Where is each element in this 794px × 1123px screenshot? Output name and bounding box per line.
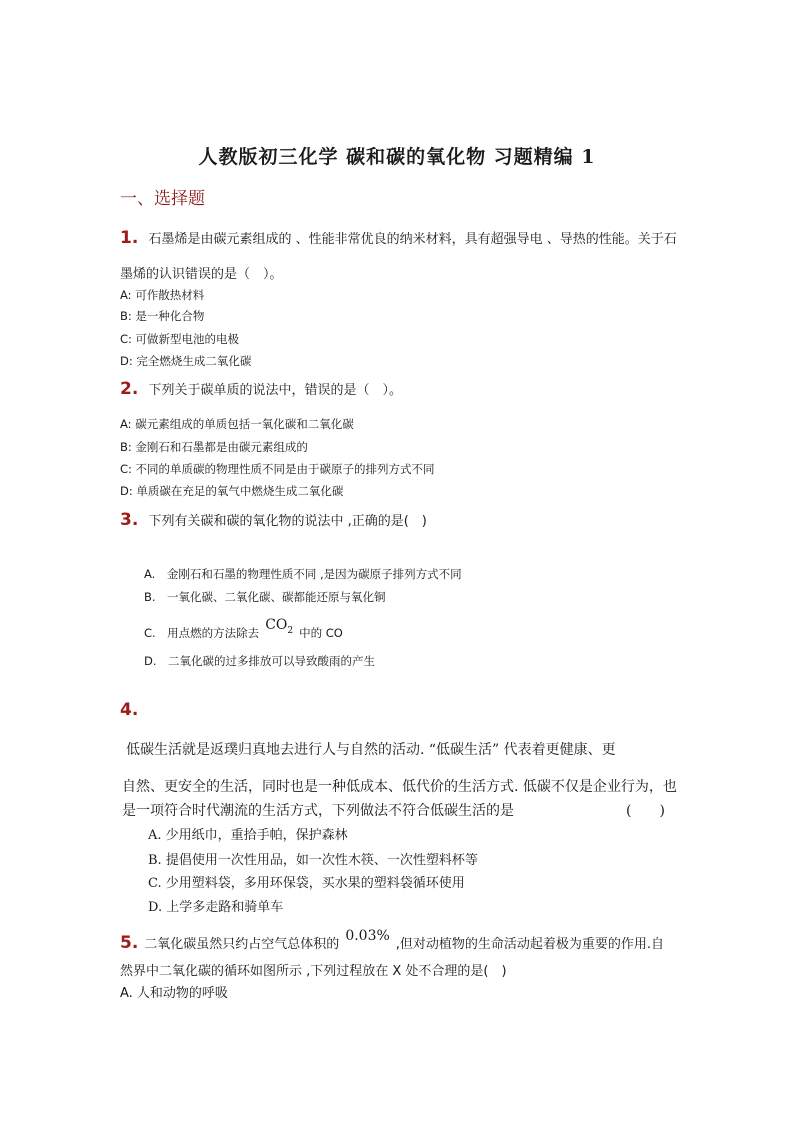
question-2-text: 下列关于碳单质的说法中，错误的是（ ）。 [148, 383, 402, 398]
percentage-value: 0.03% [345, 928, 390, 944]
q4-option-c: C. 少用塑料袋，多用环保袋，买水果的塑料袋循环使用 [148, 876, 465, 891]
q3-option-c [144, 617, 343, 644]
page-title: 人教版初三化学 碳和碳的氧化物 习题精编 1 [198, 146, 596, 168]
question-5-text-cont: ,但对动植物的生命活动起着极为重要的作用.自 [395, 937, 665, 952]
q5-option-a: A. 人和动物的呼吸 [120, 986, 228, 1001]
question-4-line2: 自然、更安全的生活，同时也是一种低成本、低代价的生活方式. 低碳不仅是企业行为，也 [122, 779, 677, 795]
q4-option-a: A. 少用纸巾，重拾手帕，保护森林 [148, 828, 348, 843]
q1-option-b: B: 是一种化合物 [120, 309, 205, 323]
question-4-number: 4. [120, 700, 139, 720]
co2-formula-sub: 2 [287, 625, 294, 636]
q3-option-c-text: C. 用点燃的方法除去 [144, 626, 260, 640]
question-3 [120, 510, 427, 530]
question-2 [120, 379, 402, 399]
q2-option-d: D: 单质碳在充足的氧气中燃烧生成二氧化碳 [120, 484, 344, 498]
q4-option-b: B. 提倡使用一次性用品，如一次性木筷、一次性塑料杯等 [148, 853, 478, 868]
question-5-line1 [120, 928, 665, 953]
question-1-number: 1. [120, 228, 139, 248]
q2-option-b: B: 金刚石和石墨都是由碳元素组成的 [120, 440, 308, 454]
question-5-number: 5. [120, 933, 139, 953]
question-4-number-line [120, 700, 144, 720]
question-4-line1: 低碳生活就是返璞归真地去进行人与自然的活动. “低碳生活” 代表着更健康、更 [126, 742, 616, 758]
q2-option-c: C: 不同的单质碳的物理性质不同是由于碳原子的排列方式不同 [120, 462, 435, 476]
question-2-number: 2. [120, 379, 139, 399]
q3-option-d: D. 二氧化碳的过多排放可以导致酸雨的产生 [144, 654, 376, 668]
co2-formula-main: CO [265, 617, 288, 633]
question-3-number: 3. [120, 510, 139, 530]
q3-option-b: B. 一氧化碳、二氧化碳、碳都能还原与氧化铜 [144, 590, 386, 604]
question-1-line2: 墨烯的认识错误的是（ ）。 [120, 267, 283, 282]
q1-option-c: C: 可做新型电池的电极 [120, 332, 240, 346]
question-1-text: 石墨烯是由碳元素组成的 、性能非常优良的纳米材料，具有超强导电 、导热的性能。关于石 [148, 232, 677, 247]
q2-option-a: A: 碳元素组成的单质包括一氧化碳和二氧化碳 [120, 417, 354, 431]
question-3-text: 下列有关碳和碳的氧化物的说法中 ,正确的是( ) [148, 514, 427, 529]
question-4-line3: 是一项符合时代潮流的生活方式，下列做法不符合低碳生活的是 [122, 803, 514, 819]
section-heading: 一、选择题 [120, 189, 205, 209]
q1-option-d: D: 完全燃烧生成二氧化碳 [120, 354, 252, 368]
q3-option-a: A. 金刚石和石墨的物理性质不同 ,是因为碳原子排列方式不同 [144, 567, 462, 581]
q1-option-a: A: 可作散热材料 [120, 288, 205, 302]
question-5-text: 二氧化碳虽然只约占空气总体积的 [144, 937, 340, 952]
q4-option-d: D. 上学多走路和骑单车 [148, 900, 284, 915]
q3-option-c-suffix: 中的 CO [299, 626, 343, 640]
co2-formula [265, 617, 294, 636]
question-4-answer-paren: ( ) [626, 803, 665, 819]
question-1-line1 [120, 228, 677, 248]
question-5-line2: 然界中二氧化碳的循环如图所示 ,下列过程放在 X 处不合理的是( ) [120, 964, 507, 979]
